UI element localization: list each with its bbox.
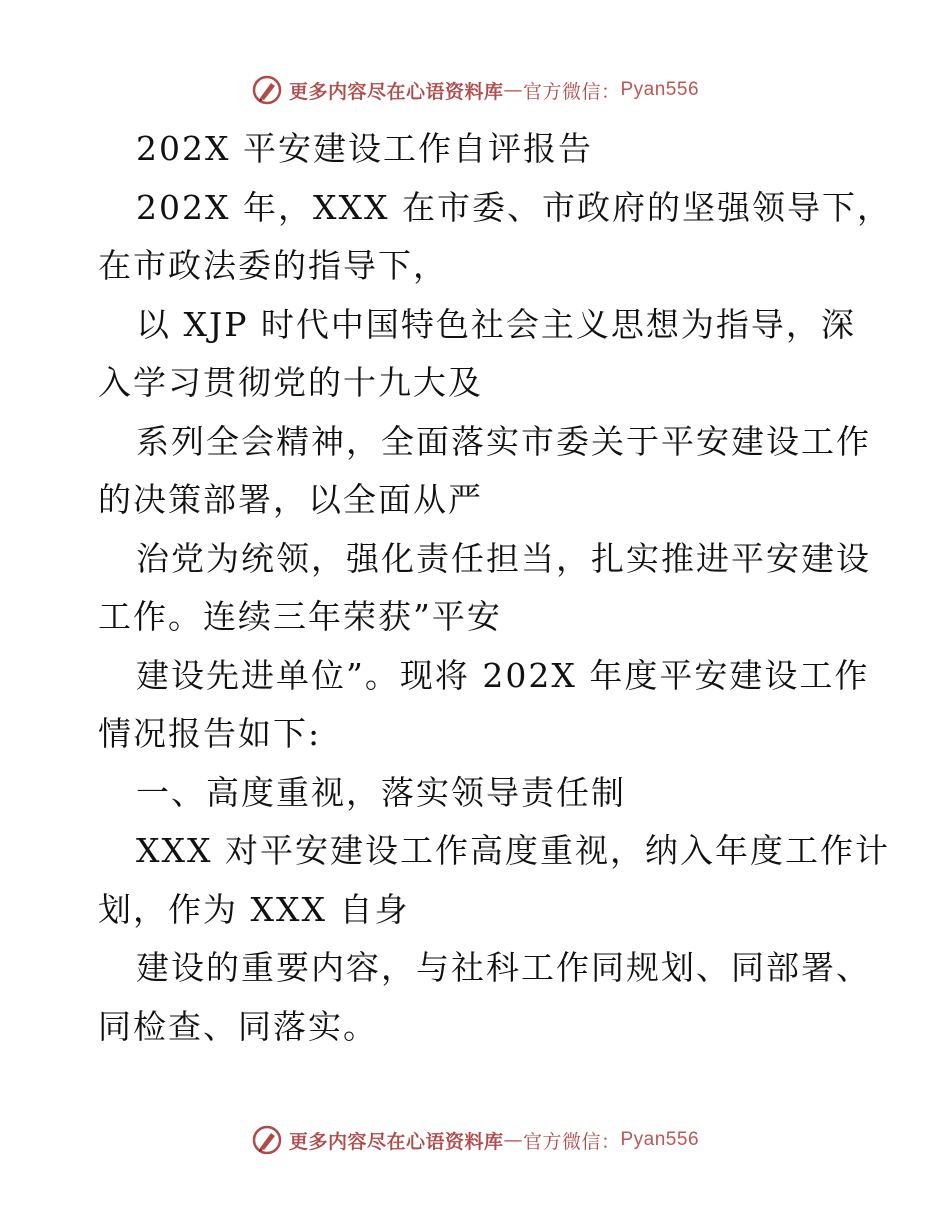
watermark-wechat-label: 官方微信： xyxy=(522,1130,621,1153)
section-heading: 一、高度重视，落实领导责任制 xyxy=(136,772,626,812)
watermark-wechat-id: Pyan556 xyxy=(620,1129,700,1150)
paragraph-line: 在市政法委的指导下， xyxy=(98,246,448,285)
paragraph-line: 以 XJP 时代中国特色社会主义思想为指导，深 xyxy=(136,304,856,344)
paragraph-line: 入学习贯彻党的十九大及 xyxy=(98,363,483,402)
paragraph-line: 情况报告如下: xyxy=(98,714,322,753)
watermark-header xyxy=(0,70,950,110)
paragraph-line: 建设的重要内容，与社科工作同规划、同部署、 xyxy=(136,948,871,987)
paragraph-line: 划，作为 XXX 自身 xyxy=(98,889,410,929)
paragraph-line: 的决策部署，以全面从严 xyxy=(98,480,483,519)
watermark-footer xyxy=(0,1120,950,1160)
paragraph-line: 202X 年，XXX 在市委、市政府的坚强领导下， xyxy=(136,187,892,227)
paragraph-line: 建设先进单位”。现将 202X 年度平安建设工作 xyxy=(136,655,870,695)
paragraph-line: 同检查、同落实。 xyxy=(98,1006,378,1046)
paragraph-line: 系列全会精神，全面落实市委关于平安建设工作 xyxy=(136,421,871,461)
watermark-wechat-id: Pyan556 xyxy=(620,79,700,100)
document-body xyxy=(98,120,892,1056)
watermark-dash: — xyxy=(503,79,523,101)
watermark-main-text: 更多内容尽在心语资料库 xyxy=(288,80,504,103)
paragraph-line: 工作。连续三年荣获”平安 xyxy=(98,597,502,636)
watermark-dash: — xyxy=(503,1129,523,1151)
pen-circle-logo-icon xyxy=(251,74,283,106)
pen-circle-logo-icon xyxy=(251,1124,283,1156)
watermark-wechat-label: 官方微信： xyxy=(522,80,621,103)
paragraph-line: XXX 对平安建设工作高度重视，纳入年度工作计 xyxy=(136,831,890,870)
document-title: 202X 平安建设工作自评报告 xyxy=(136,129,593,168)
paragraph-line: 治党为统领，强化责任担当，扎实推进平安建设 xyxy=(136,538,871,578)
watermark-main-text: 更多内容尽在心语资料库 xyxy=(288,1130,504,1153)
